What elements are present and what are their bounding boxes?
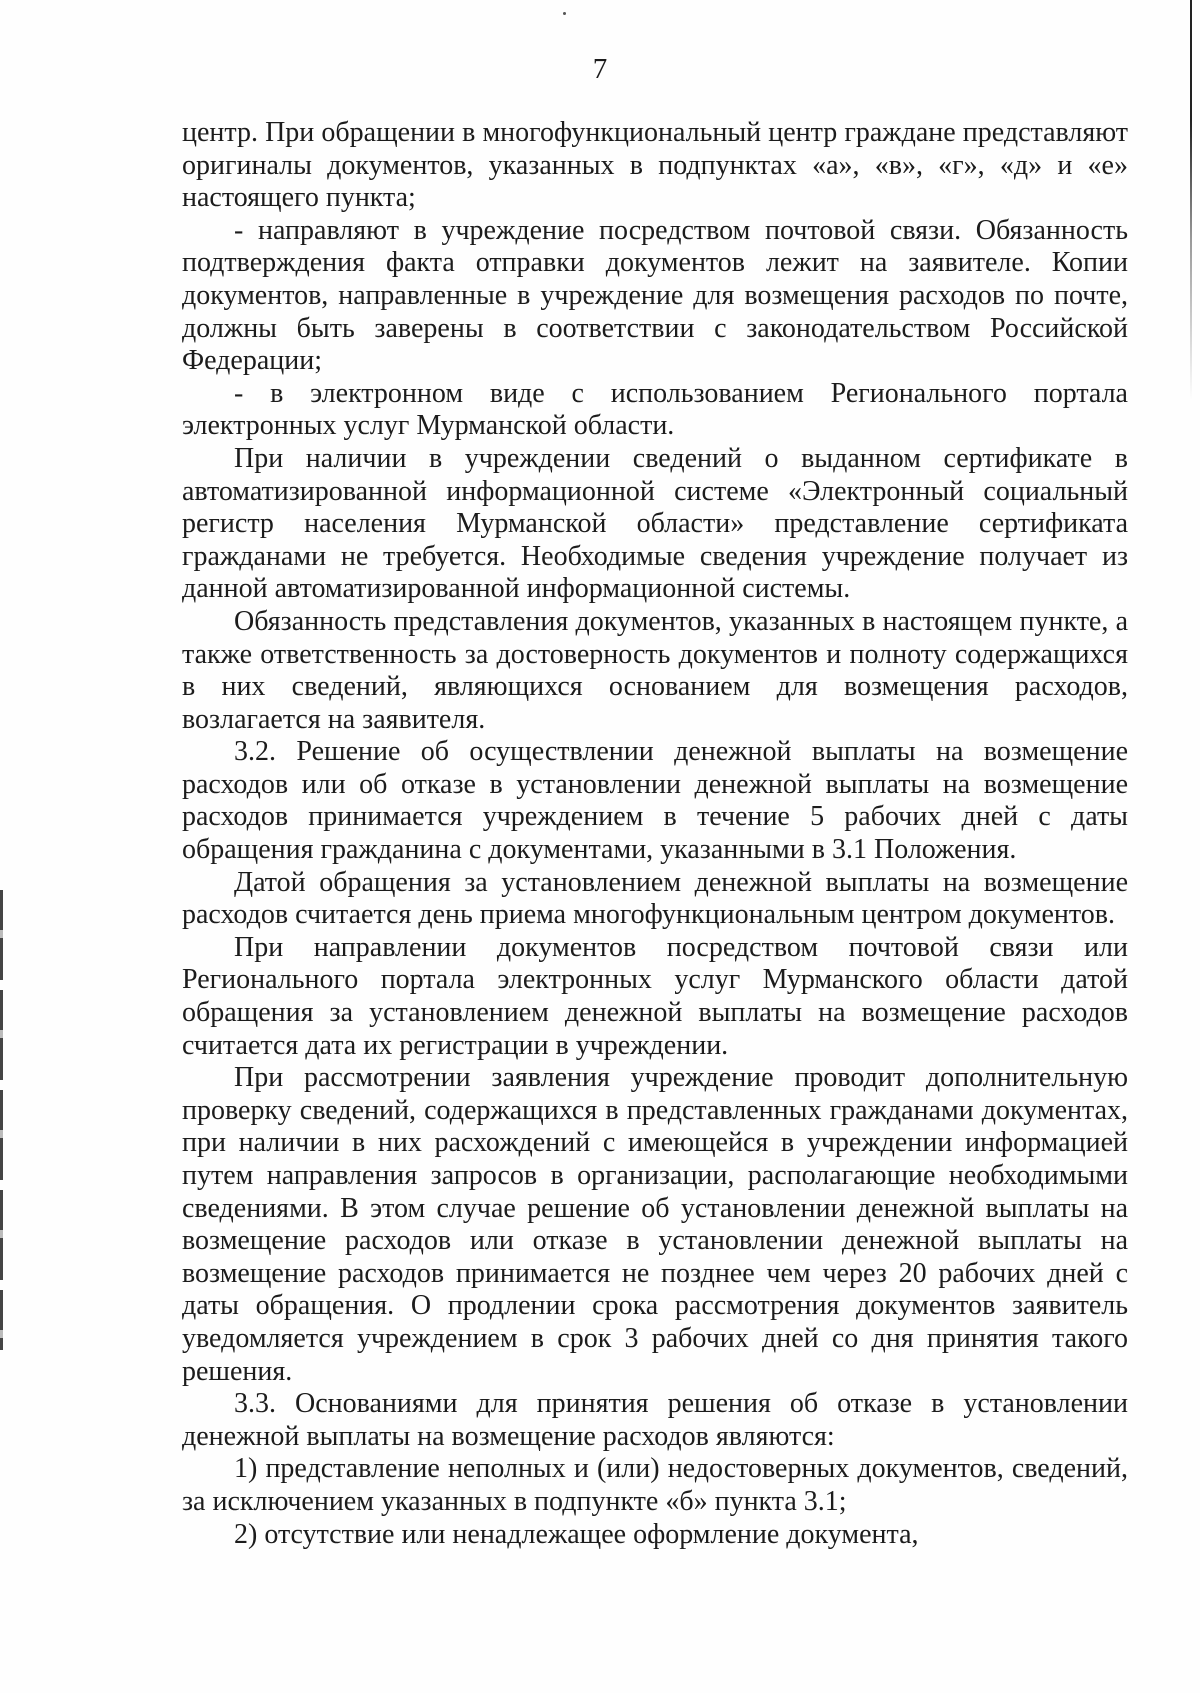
paragraph: Обязанность представления документов, указанных в настоящем пункте, а также ответственность за достоверность документов и полноту содержащихся в них сведений, являющихся основанием для возмещения расходов, возлагается на заявителя. <box>182 605 1128 735</box>
paragraph: - направляют в учреждение посредством почтовой связи. Обязанность подтверждения факта отправки документов лежит на заявителе. Копии документов, направленные в учреждение для возмещения расходов по почте, должны быть заверены в соответствии с законодательством Российской Федерации; <box>182 214 1128 377</box>
paragraph: 3.3. Основаниями для принятия решения об отказе в установлении денежной выплаты на возмещение расходов являются: <box>182 1388 1128 1452</box>
paragraph: При наличии в учреждении сведений о выданном сертификате в автоматизированной информационной системе «Электронный социальный регистр населения Мурманской области» представление сертификата гражданами не требуется. Необходимые сведения учреждение получает из данной автоматизированной информационной системы. <box>182 442 1128 605</box>
paragraph: центр. При обращении в многофункциональный центр граждане представляют оригиналы документов, указанных в подпунктах «а», «в», «г», «д» и «е» настоящего пункта; <box>182 117 1128 214</box>
paragraph: - в электронном виде с использованием Регионального портала электронных услуг Мурманской области. <box>182 377 1128 442</box>
page-number: 7 <box>592 53 608 85</box>
paragraph: 2) отсутствие или ненадлежащее оформление документа, <box>234 1518 919 1550</box>
scan-dot-mark <box>563 12 566 15</box>
body-text <box>182 117 1128 1551</box>
paragraph: При направлении документов посредством почтовой связи или Регионального портала электронных услуг Мурманского области датой обращения за установлением денежной выплаты на возмещение расходов считается дата их регистрации в учреждении. <box>182 931 1128 1061</box>
paragraph: Датой обращения за установлением денежной выплаты на возмещение расходов считается день приема многофункциональным центром документов. <box>182 866 1128 931</box>
paragraph: 3.2. Решение об осуществлении денежной выплаты на возмещение расходов или об отказе в установлении денежной выплаты на возмещение расходов принимается учреждением в течение 5 рабочих дней с даты обращения гражданина с документами, указанными в 3.1 Положения. <box>182 736 1128 866</box>
paragraph: 1) представление неполных и (или) недостоверных документов, сведений, за исключением указанных в подпункте «б» пункта 3.1; <box>182 1453 1128 1517</box>
scan-edge-left <box>0 890 3 1350</box>
paragraph: При рассмотрении заявления учреждение проводит дополнительную проверку сведений, содержащихся в представленных гражданами документах, при наличии в них расхождений с имеющейся в учреждении информацией путем направления запросов в организации, располагающие необходимыми сведениями. В этом случае решение об установлении денежной выплаты на возмещение расходов или отказе в установлении денежной выплаты на возмещение расходов принимается не позднее чем через 20 рабочих дней с даты обращения. О продлении срока рассмотрения документов заявитель уведомляется учреждением в срок 3 рабочих дней со дня принятия такого решения. <box>182 1062 1128 1387</box>
